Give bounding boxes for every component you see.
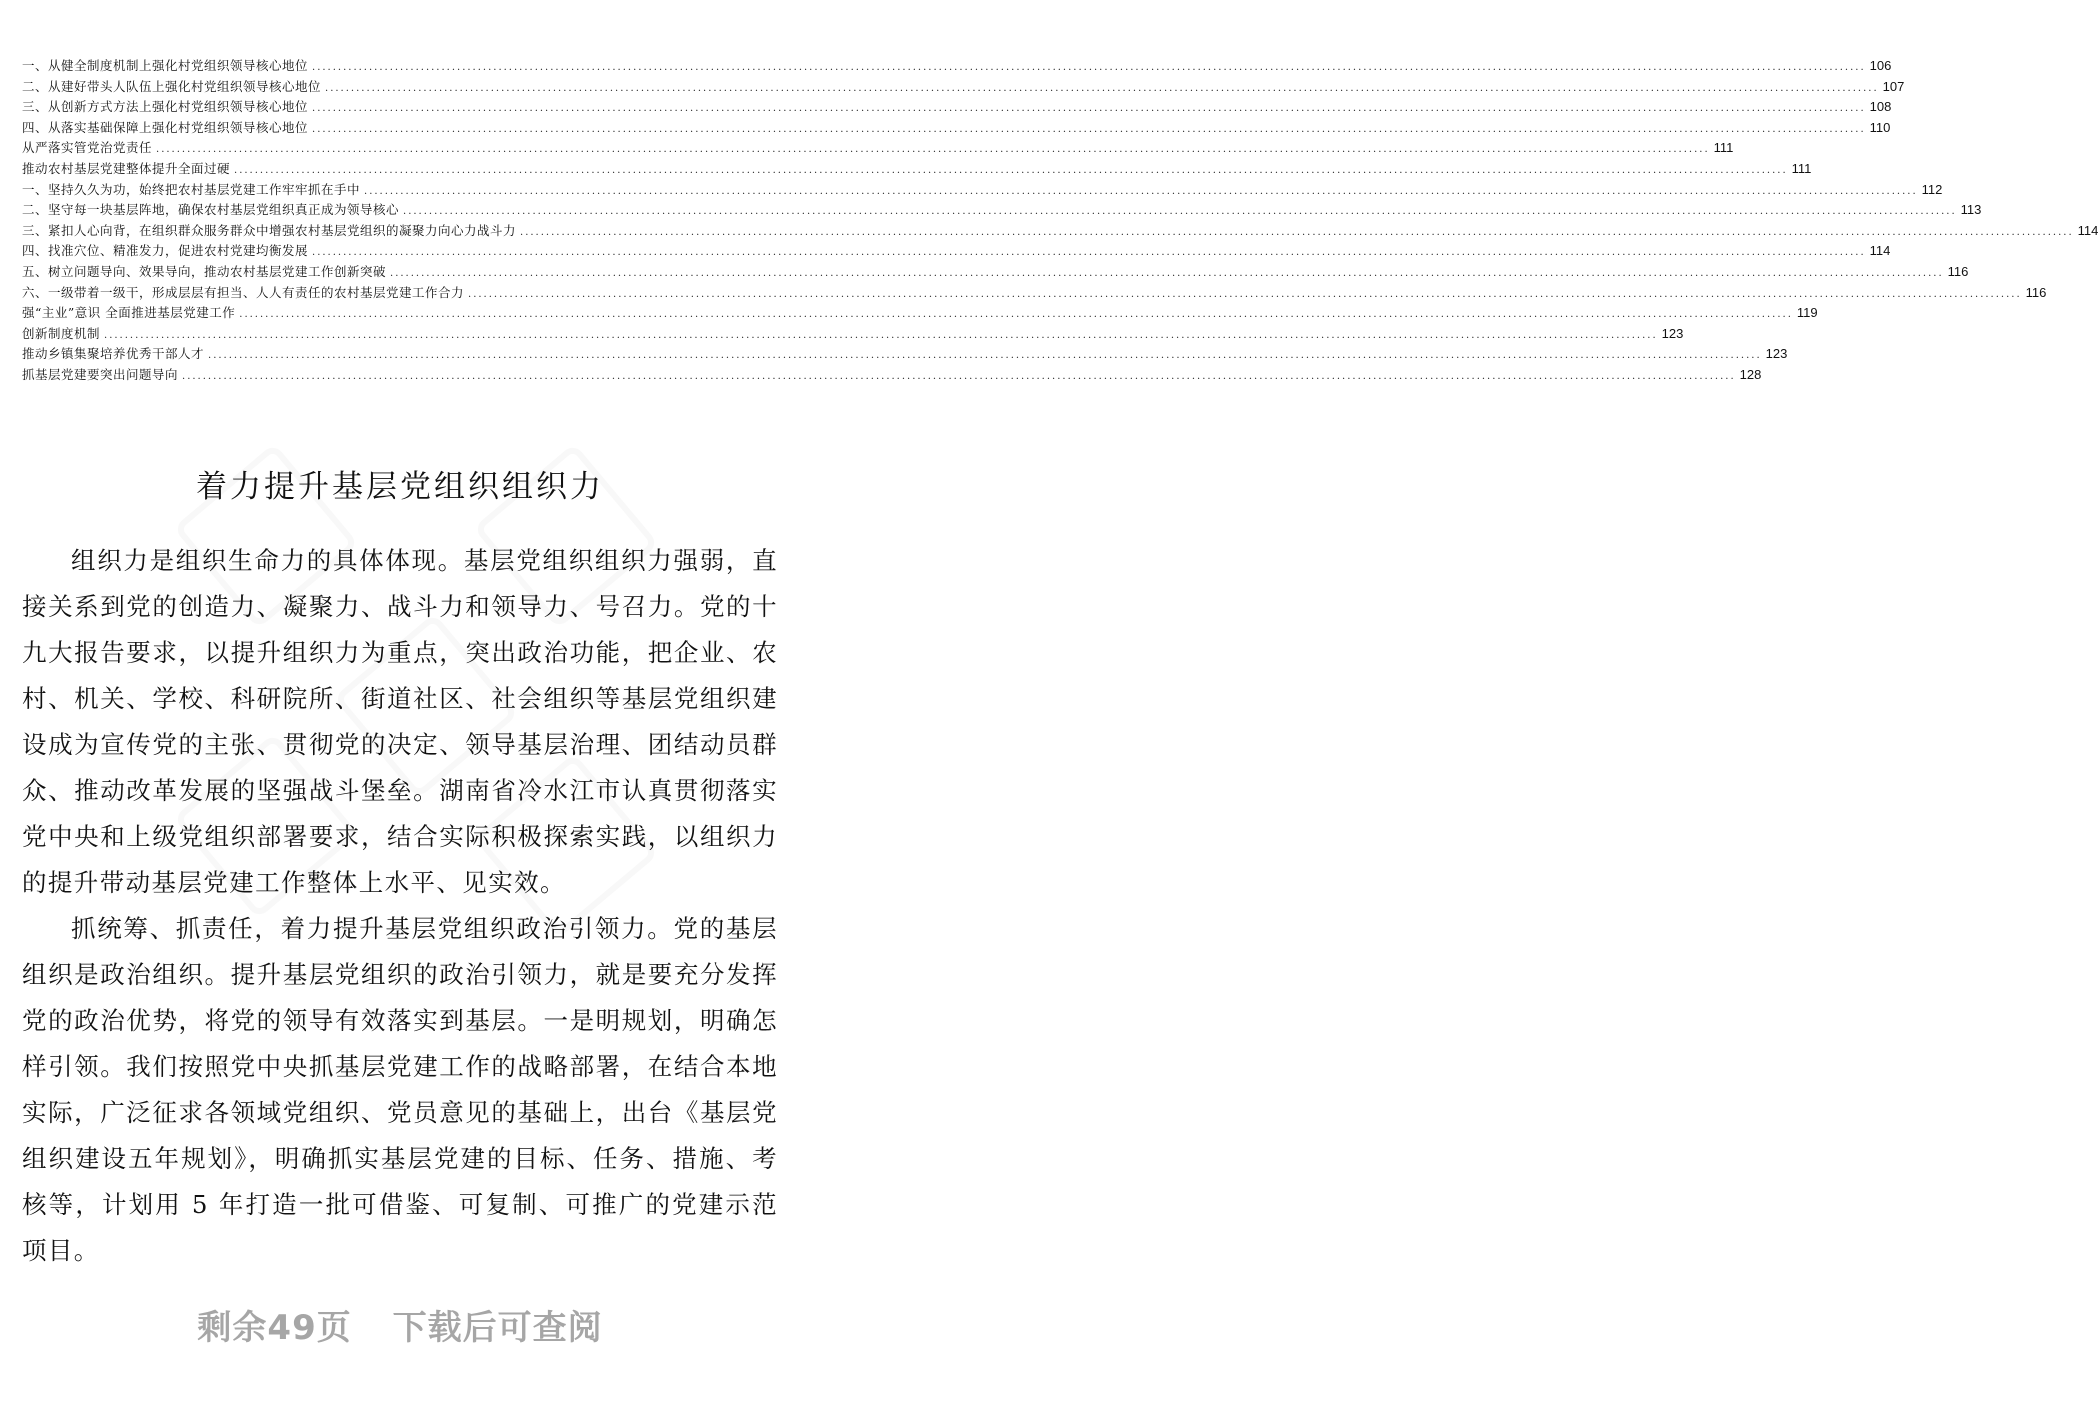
toc-entry-title: 强“主业”意识 全面推进基层党建工作 (22, 305, 236, 321)
toc-entry-page: 106 (1869, 58, 1892, 73)
remaining-pages-label: 剩余49页 (197, 1308, 352, 1348)
toc-entry-page: 116 (1947, 263, 1969, 279)
toc-leader-dots: ............................................................................................................................................................................................................................................................................................................ (156, 144, 1710, 156)
toc-leader-dots: ............................................................................................................................................................................................................................................................................................................ (390, 267, 1944, 279)
toc-entry[interactable] (22, 324, 1684, 345)
download-prompt[interactable] (0, 1300, 800, 1349)
toc-entry-title: 抓基层党建要突出问题导向 (22, 366, 179, 382)
toc-entry-title: 推动农村基层党建整体提升全面过硬 (22, 160, 231, 176)
toc-entry-page: 116 (2025, 284, 2047, 300)
toc-entry-title: 五、树立问题导向、效果导向，推动农村基层党建工作创新突破 (22, 263, 387, 279)
toc-entry[interactable] (22, 97, 1892, 118)
toc-leader-dots: ............................................................................................................................................................................................................................................................................................................ (403, 206, 1957, 218)
toc-entry-page: 114 (1869, 243, 1891, 259)
toc-entry-page: 107 (1882, 78, 1905, 94)
toc-entry-page: 110 (1869, 119, 1891, 135)
toc-leader-dots: ............................................................................................................................................................................................................................................................................................................ (239, 309, 1793, 321)
toc-entry-title: 四、找准穴位、精准发力，促进农村党建均衡发展 (22, 243, 309, 259)
table-of-contents (22, 56, 2098, 386)
toc-leader-dots: ............................................................................................................................................................................................................................................................................................................ (468, 288, 2022, 300)
toc-entry[interactable] (22, 344, 1788, 365)
toc-entry[interactable] (22, 77, 1905, 98)
toc-entry-page: 112 (1921, 181, 1943, 197)
toc-entry-title: 四、从落实基础保障上强化村党组织领导核心地位 (22, 119, 309, 135)
toc-entry-title: 二、从建好带头人队伍上强化村党组织领导核心地位 (22, 78, 322, 94)
toc-leader-dots: ............................................................................................................................................................................................................................................................................................................ (520, 226, 2074, 238)
toc-leader-dots: ............................................................................................................................................................................................................................................................................................................ (312, 103, 1866, 115)
toc-entry-page: 123 (1765, 346, 1788, 362)
toc-entry[interactable] (22, 200, 1982, 221)
article-paragraph: 组织力是组织生命力的具体体现。基层党组织组织力强弱，直接关系到党的创造力、凝聚力、战斗力和领导力、号召力。党的十九大报告要求，以提升组织力为重点，突出政治功能，把企业、农村、机关、学校、科研院所、街道社区、社会组织等基层党组织建设成为宣传党的主张、贯彻党的决定、领导基层治理、团结动员群众、推动改革发展的坚强战斗堡垒。湖南省冷水江市认真贯彻落实党中央和上级党组织部署要求，结合实际积极探索实践，以组织力的提升带动基层党建工作整体上水平、见实效。 (22, 546, 778, 897)
toc-entry-page: 123 (1661, 325, 1684, 341)
toc-entry[interactable] (22, 159, 1812, 180)
toc-entry-page: 113 (1960, 202, 1982, 218)
toc-entry-page: 119 (1796, 305, 1818, 321)
toc-entry[interactable] (22, 56, 1892, 77)
toc-entry[interactable] (22, 365, 1762, 386)
toc-entry-title: 一、从健全制度机制上强化村党组织领导核心地位 (22, 58, 309, 73)
toc-entry-page: 111 (1791, 160, 1812, 176)
download-to-view-label: 下载后可查阅 (392, 1308, 603, 1348)
toc-entry[interactable] (22, 283, 2047, 304)
toc-leader-dots: ............................................................................................................................................................................................................................................................................................................ (208, 350, 1762, 362)
toc-leader-dots: ............................................................................................................................................................................................................................................................................................................ (312, 123, 1866, 135)
toc-entry-title: 创新制度机制 (22, 325, 101, 341)
toc-entry-title: 二、坚守每一块基层阵地，确保农村基层党组织真正成为领导核心 (22, 202, 400, 218)
toc-leader-dots: ............................................................................................................................................................................................................................................................................................................ (364, 185, 1918, 197)
toc-leader-dots: ............................................................................................................................................................................................................................................................................................................ (234, 164, 1788, 176)
toc-leader-dots: ............................................................................................................................................................................................................................................................................................................ (325, 82, 1879, 94)
toc-entry-title: 六、一级带着一级干，形成层层有担当、人人有责任的农村基层党建工作合力 (22, 284, 465, 300)
toc-entry-page: 128 (1739, 366, 1762, 382)
toc-entry[interactable] (22, 303, 1818, 324)
toc-entry[interactable] (22, 118, 1891, 139)
toc-entry-title: 三、紧扣人心向背，在组织群众服务群众中增强农村基层党组织的凝聚力向心力战斗力 (22, 222, 517, 238)
toc-entry[interactable] (22, 138, 1734, 159)
toc-entry-page: 108 (1869, 99, 1892, 115)
toc-entry-title: 一、坚持久久为功，始终把农村基层党建工作牢牢抓在手中 (22, 181, 361, 197)
toc-leader-dots: ............................................................................................................................................................................................................................................................................................................ (182, 370, 1736, 382)
toc-entry-page: 111 (1713, 140, 1734, 156)
toc-entry[interactable] (22, 221, 2098, 242)
article-body (22, 538, 778, 1274)
toc-entry[interactable] (22, 241, 1891, 262)
toc-entry-page: 114 (2077, 222, 2098, 238)
toc-entry[interactable] (22, 180, 1943, 201)
article-paragraph: 抓统筹、抓责任，着力提升基层党组织政治引领力。党的基层组织是政治组织。提升基层党组织的政治引领力，就是要充分发挥党的政治优势，将党的领导有效落实到基层。一是明规划，明确怎样引领。我们按照党中央抓基层党建工作的战略部署，在结合本地实际，广泛征求各领域党组织、党员意见的基础上，出台《基层党组织建设五年规划》，明确抓实基层党建的目标、任务、措施、考核等，计划用 5 年打造一批可借鉴、可复制、可推广的党建示范项目。 (22, 914, 778, 1265)
toc-entry-title: 三、从创新方式方法上强化村党组织领导核心地位 (22, 99, 309, 115)
toc-entry[interactable] (22, 262, 1969, 283)
toc-leader-dots: ............................................................................................................................................................................................................................................................................................................ (312, 62, 1866, 73)
article-title: 着力提升基层党组织组织力 (196, 468, 604, 505)
toc-entry-title: 推动乡镇集聚培养优秀干部人才 (22, 346, 205, 362)
toc-leader-dots: ............................................................................................................................................................................................................................................................................................................ (104, 329, 1658, 341)
toc-entry-title: 从严落实管党治党责任 (22, 140, 153, 156)
toc-leader-dots: ............................................................................................................................................................................................................................................................................................................ (312, 247, 1866, 259)
